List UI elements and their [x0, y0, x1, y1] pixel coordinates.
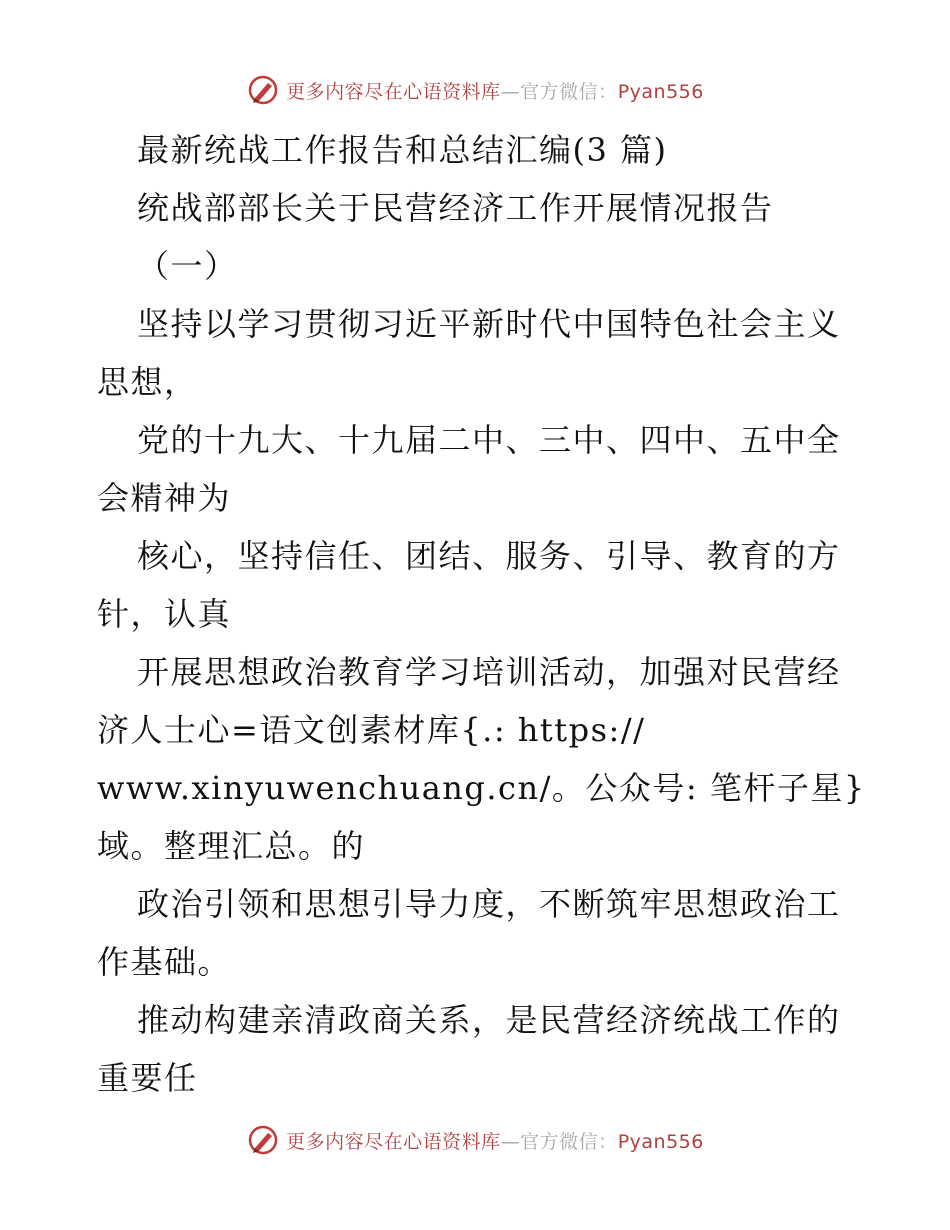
footer-text	[286, 1127, 704, 1154]
paragraph-line: 会精神为	[97, 479, 232, 517]
paragraph-line: 思想，	[97, 363, 198, 401]
paragraph-line: 针，认真	[97, 595, 232, 633]
document-body	[97, 121, 866, 1107]
paragraph-line: 政治引领和思想引导力度，不断筑牢思想政治工	[137, 885, 841, 923]
footer-banner	[0, 1120, 950, 1160]
header-text-id: Pyan556	[617, 80, 704, 103]
paragraph-line: 推动构建亲清政商关系，是民营经济统战工作的	[137, 1001, 841, 1039]
header-text-main: 更多内容尽在心语资料库	[286, 80, 501, 103]
document-subtitle: 统战部部长关于民营经济工作开展情况报告	[137, 189, 774, 227]
footer-text-id: Pyan556	[617, 1130, 704, 1153]
pen-logo-icon	[246, 1123, 280, 1157]
header-text-dash: —官方微信：	[500, 80, 618, 103]
paragraph-line: 核心，坚持信任、团结、服务、引导、教育的方	[137, 537, 841, 575]
paragraph-line: 作基础。	[97, 943, 232, 981]
paragraph-line: www.xinyuwenchuang.cn/。公众号: 笔杆子星}	[97, 769, 866, 807]
paragraph-line: 重要任	[97, 1059, 198, 1097]
header-banner	[0, 70, 950, 110]
paragraph-line: 开展思想政治教育学习培训活动，加强对民营经	[137, 653, 841, 691]
footer-text-main: 更多内容尽在心语资料库	[286, 1130, 501, 1153]
paragraph-line: 济人士心=语文创素材库{.: https://	[97, 711, 646, 749]
section-number: （一）	[137, 247, 238, 285]
paragraph-line: 域。整理汇总。的	[97, 827, 366, 865]
pen-logo-icon	[246, 73, 280, 107]
paragraph-line: 党的十九大、十九届二中、三中、四中、五中全	[137, 421, 841, 459]
document-title: 最新统战工作报告和总结汇编(3 篇)	[137, 131, 668, 169]
paragraph-line: 坚持以学习贯彻习近平新时代中国特色社会主义	[137, 305, 841, 343]
footer-text-dash: —官方微信：	[500, 1130, 618, 1153]
header-text	[286, 77, 704, 104]
